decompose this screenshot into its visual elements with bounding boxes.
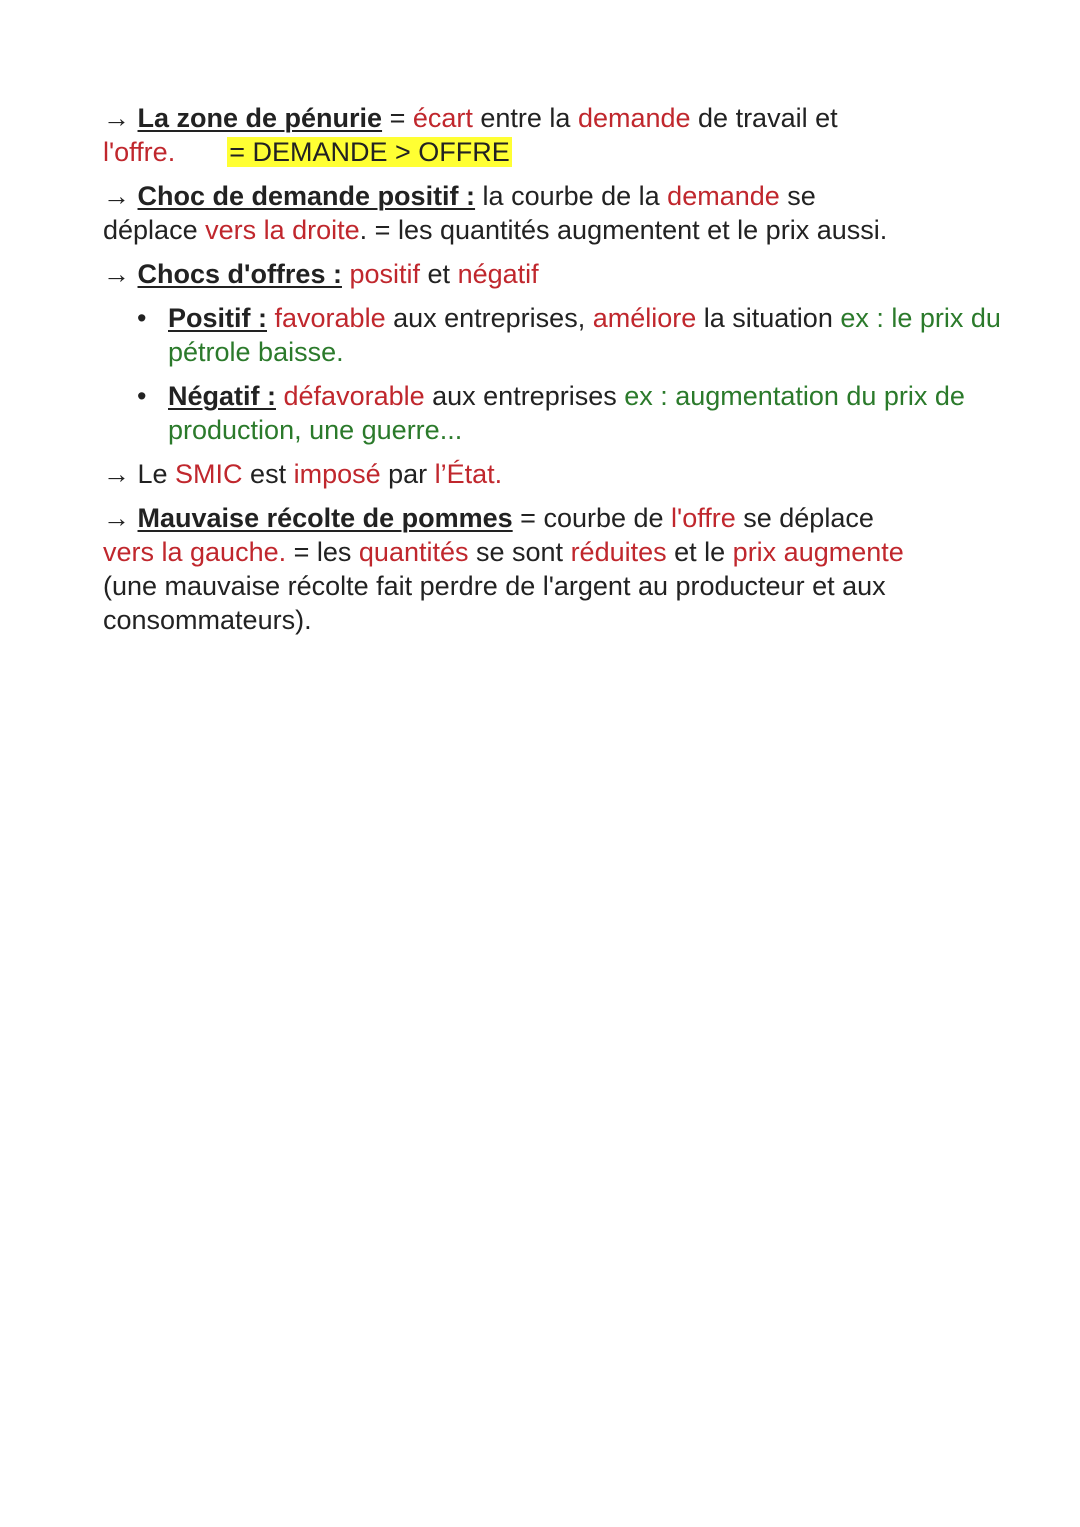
- example-positif: ex : le prix du pétrole baisse.: [168, 303, 1001, 367]
- term-mauvaise-recolte: Mauvaise récolte de pommes: [137, 503, 513, 533]
- text: la courbe de la: [475, 181, 668, 211]
- text: Le: [130, 459, 176, 489]
- paragraph-choc-demande: [103, 179, 1020, 247]
- term-choc-demande: Choc de demande positif :: [137, 181, 476, 211]
- text: la situation: [696, 303, 841, 333]
- term-zone-penurie: La zone de pénurie: [137, 103, 383, 133]
- text: = courbe de: [512, 503, 672, 533]
- text: est: [242, 459, 294, 489]
- text: se déplace: [735, 503, 874, 533]
- keyword-prix-augmente: prix augmente: [732, 537, 904, 567]
- keyword-ecart: écart: [412, 103, 473, 133]
- text: (une mauvaise récolte fait perdre de l'argent au producteur et aux consommateurs).: [103, 571, 886, 635]
- text: déplace: [103, 215, 206, 245]
- text: et le: [666, 537, 733, 567]
- text: aux entreprises: [424, 381, 625, 411]
- text: [267, 303, 275, 333]
- keyword-quantites: quantités: [358, 537, 469, 567]
- term-chocs-offres: Chocs d'offres :: [137, 259, 342, 289]
- list-item-positif: [103, 301, 1020, 369]
- keyword-favorable: favorable: [274, 303, 386, 333]
- keyword-reduites: réduites: [570, 537, 667, 567]
- term-positif: Positif :: [168, 303, 267, 333]
- paragraph-zone-penurie: [103, 101, 1020, 169]
- paragraph-mauvaise-recolte: [103, 501, 1020, 637]
- arrow-icon: →: [103, 181, 130, 211]
- paragraph-chocs-offres: [103, 257, 1020, 291]
- bullet-list: [103, 301, 1020, 447]
- text: . = les quantités augmentent et le prix aussi.: [359, 215, 888, 245]
- text: de travail et: [690, 103, 838, 133]
- keyword-impose: imposé: [293, 459, 381, 489]
- keyword-ameliore: améliore: [592, 303, 697, 333]
- example-negatif: ex : augmentation du prix de production, une guerre...: [168, 381, 965, 445]
- keyword-positif: positif: [349, 259, 421, 289]
- arrow-icon: →: [103, 259, 130, 289]
- keyword-etat: l’État.: [434, 459, 503, 489]
- text: =: [382, 103, 413, 133]
- keyword-offre: l'offre.: [103, 137, 176, 167]
- keyword-demande: demande: [577, 103, 691, 133]
- text: par: [380, 459, 435, 489]
- arrow-icon: →: [103, 103, 130, 133]
- keyword-smic: SMIC: [175, 459, 243, 489]
- keyword-offre: l'offre: [671, 503, 736, 533]
- keyword-droite: vers la droite: [205, 215, 360, 245]
- arrow-icon: →: [103, 459, 130, 489]
- arrow-icon: →: [103, 503, 130, 533]
- highlight-demande-offre: = DEMANDE > OFFRE: [229, 137, 510, 167]
- text: se sont: [468, 537, 571, 567]
- text: et: [420, 259, 458, 289]
- term-negatif: Négatif :: [168, 381, 276, 411]
- text: aux entreprises,: [385, 303, 593, 333]
- list-item-negatif: [103, 379, 1020, 447]
- bullet-icon: •: [137, 303, 147, 333]
- text: [276, 381, 284, 411]
- paragraph-smic: [103, 457, 1020, 491]
- keyword-negatif: négatif: [457, 259, 539, 289]
- text: entre la: [472, 103, 578, 133]
- text: = les: [286, 537, 359, 567]
- text: se: [779, 181, 816, 211]
- keyword-defavorable: défavorable: [283, 381, 425, 411]
- keyword-gauche: vers la gauche.: [103, 537, 287, 567]
- keyword-demande: demande: [667, 181, 780, 211]
- bullet-icon: •: [137, 381, 147, 411]
